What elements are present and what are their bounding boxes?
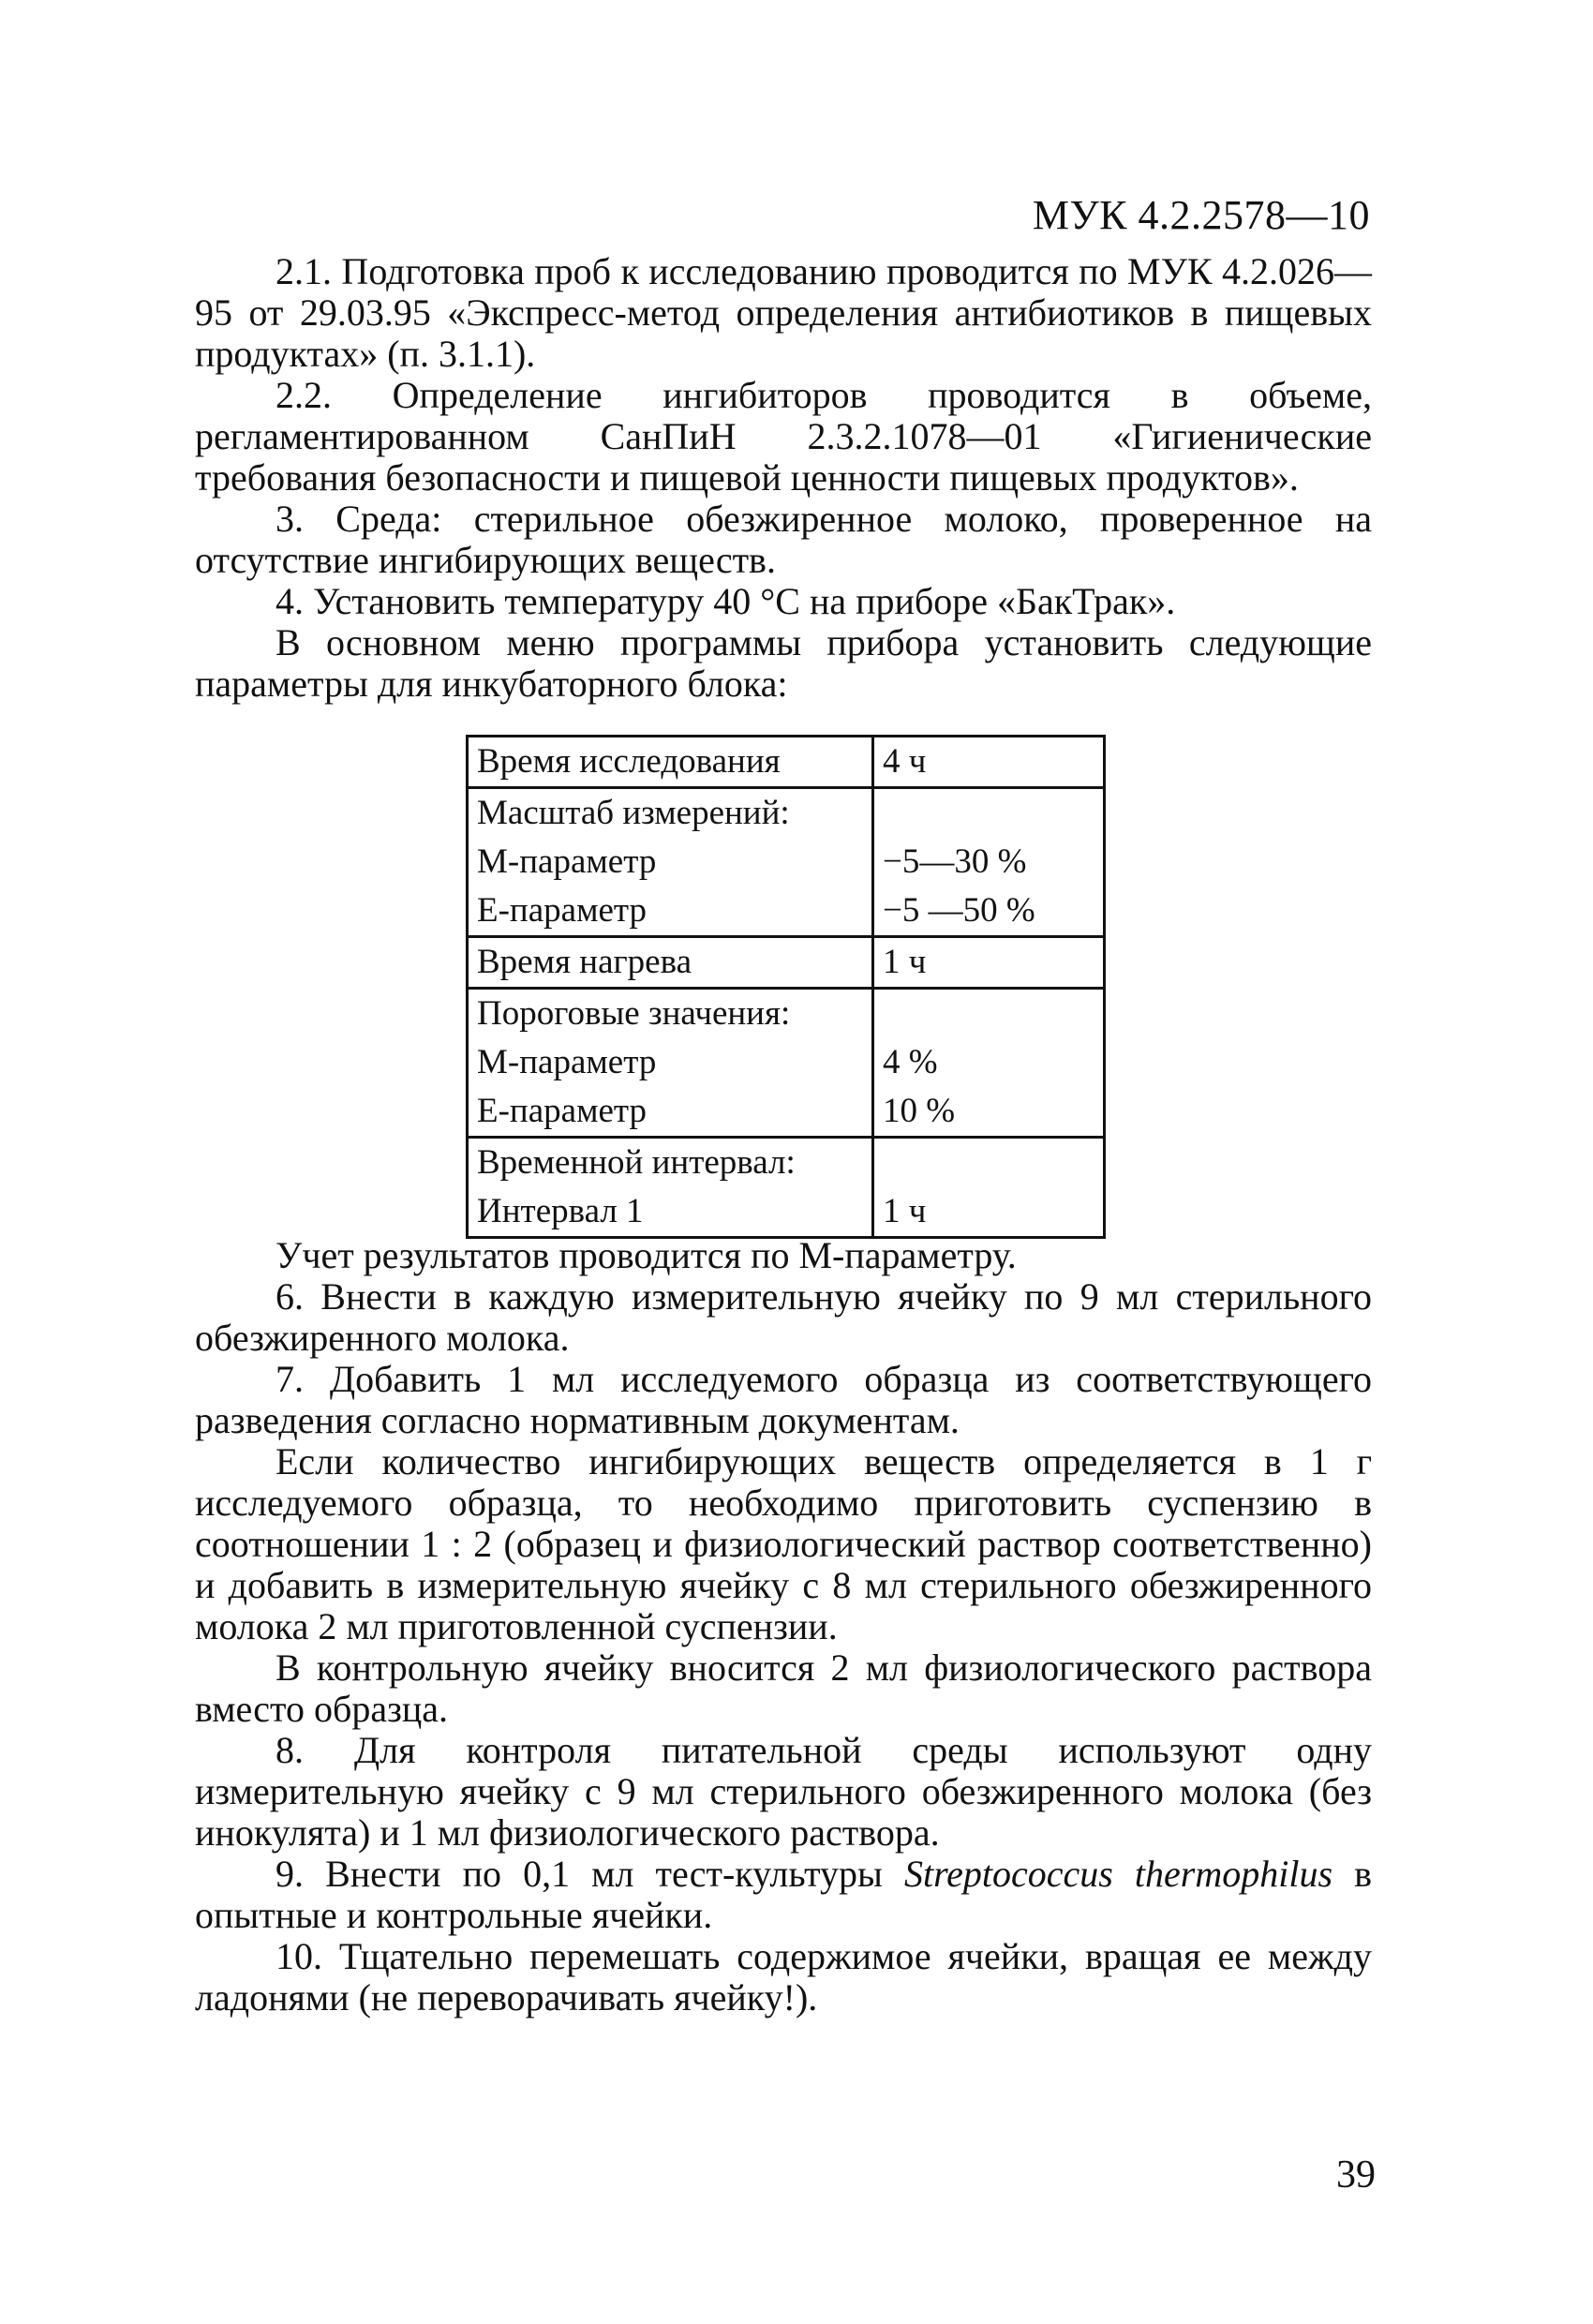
paragraph: Учет результатов проводится по М-параметру. (275, 1234, 1017, 1276)
table-cell-parameter (468, 788, 873, 937)
cell-line: Время нагрева (477, 943, 692, 981)
cell-line: 4 % (883, 1043, 938, 1081)
table-cell-parameter (468, 937, 873, 989)
text-block-bottom (195, 1235, 1372, 2019)
cell-line: Пороговые значения: (477, 994, 791, 1033)
paragraph: 6. Внести в каждую измерительную ячейку по 9 мл стерильного обезжиренного молока. (195, 1275, 1372, 1359)
table-row (468, 737, 1105, 788)
cell-line: Интервал 1 (477, 1192, 644, 1230)
paragraph-9 (195, 1854, 1372, 1936)
paragraph: 3. Среда: стерильное обезжиренное молоко, проверенное на отсутствие ингибирующих веществ. (195, 498, 1372, 581)
table-row (468, 788, 1105, 937)
paragraph-9-start: 9. Внести по 0,1 мл тест-культуры (275, 1853, 904, 1895)
paragraph: В основном меню программы прибора установить следующие параметры для инкубаторного блока: (195, 621, 1372, 705)
incubator-parameters-table (466, 735, 1106, 1239)
table-cell-parameter (468, 737, 873, 788)
paragraph: 7. Добавить 1 мл исследуемого образца из соответствующего разведения согласно нормативным документам. (195, 1358, 1372, 1441)
cell-line: 10 % (883, 1092, 956, 1130)
table-cell-value (873, 937, 1105, 989)
paragraph: 4. Установить температуру 40 °С на приборе «БакТрак». (275, 580, 1176, 622)
paragraph: Если количество ингибирующих веществ определяется в 1 г исследуемого образца, то необходимо приготовить суспензию в соотношении 1 : 2 (образец и физиологический раствор соответственно) и добавить в измерительную ячейку с 8 мл стерильного обезжиренного молока 2 мл приготовленной суспензии. (195, 1440, 1372, 1647)
table-row (468, 1138, 1105, 1238)
paragraph-9-end: в опытные и контрольные ячейки. (195, 1853, 1372, 1936)
cell-line: 1 ч (883, 943, 927, 981)
paragraph: 2.2. Определение ингибиторов проводится в объеме, регламентированном СанПиН 2.3.2.1078—01 «Гигиенические требования безопасности и пищевой ценности пищевых продуктов». (195, 374, 1372, 499)
cell-line: Е-параметр (477, 891, 648, 930)
table-cell-value (873, 1138, 1105, 1238)
table-cell-parameter (468, 989, 873, 1138)
cell-line: Время исследования (477, 742, 781, 781)
cell-line: Временной интервал: (477, 1143, 796, 1182)
text-block-top (195, 251, 1372, 705)
cell-line: Е-параметр (477, 1092, 648, 1130)
table-cell-value (873, 989, 1105, 1138)
cell-line: 4 ч (883, 742, 927, 781)
paragraph: В контрольную ячейку вносится 2 мл физиологического раствора вместо образца. (195, 1646, 1372, 1730)
table-cell-value (873, 788, 1105, 937)
table-row (468, 937, 1105, 989)
page-number: 39 (1336, 2153, 1376, 2197)
cell-line: 1 ч (883, 1192, 927, 1230)
cell-line (883, 789, 1094, 838)
cell-line (883, 990, 1094, 1038)
paragraph: 8. Для контроля питательной среды используют одну измерительную ячейку с 9 мл стерильного обезжиренного молока (без инокулята) и 1 мл физиологического раствора. (195, 1729, 1372, 1854)
paragraph: 2.1. Подготовка проб к исследованию проводится по МУК 4.2.026—95 от 29.03.95 «Экспресс-метод определения антибиотиков в пищевых продуктах» (п. 3.1.1). (195, 250, 1372, 375)
table-cell-parameter (468, 1138, 873, 1238)
cell-line: −5—30 % (883, 842, 1027, 881)
cell-line (883, 1139, 1094, 1187)
document-code-header: МУК 4.2.2578—10 (1032, 192, 1370, 238)
species-name: Streptococcus thermophilus (903, 1853, 1333, 1895)
paragraph: 10. Тщательно перемешать содержимое ячейки, вращая ее между ладонями (не переворачивать ячейку!). (195, 1935, 1372, 2019)
table-cell-value (873, 737, 1105, 788)
cell-line: Масштаб измерений: (477, 794, 790, 832)
table-row (468, 989, 1105, 1138)
cell-line: М-параметр (477, 842, 657, 881)
cell-line: М-параметр (477, 1043, 657, 1081)
cell-line: −5 —50 % (883, 891, 1035, 930)
